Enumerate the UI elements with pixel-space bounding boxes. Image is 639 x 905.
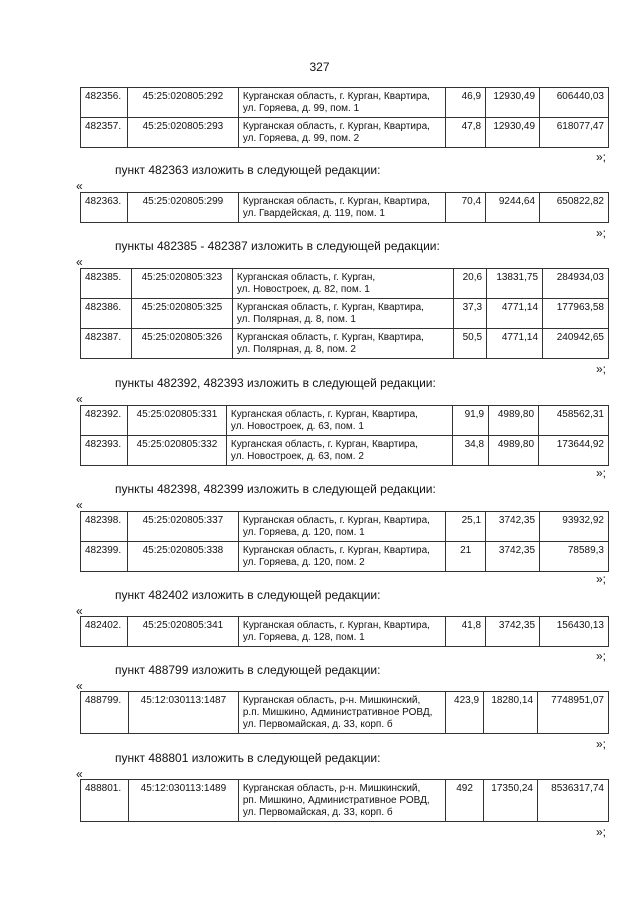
cadastral-number: 45:25:020805:323 [131,269,232,299]
item-number: 482399. [81,542,128,572]
cadastral-number: 45:25:020805:326 [131,329,232,359]
value: 458562,31 [539,406,609,436]
cadastral-number: 45:25:020805:337 [127,512,238,542]
value: 156430,13 [540,617,609,647]
cadastral-number: 45:25:020805:341 [127,617,238,647]
address-line: ул. Горяева, д. 120, пом. 2 [242,557,365,568]
item-number: 482363. [81,193,128,223]
item-number: 488799. [81,692,129,734]
registry-table [80,616,609,647]
rate: 13831,75 [487,269,543,299]
address-line: Курганская область, г. Курган, Квартира, [242,91,430,102]
address-line: ул. Новостроек, д. 82, пом. 1 [236,284,370,295]
address-line: ул. Новостроек, д. 63, пом. 2 [230,451,364,462]
area: 21 [446,542,486,572]
value: 177963,58 [543,299,609,329]
address-line: ул. Горяева, д. 99, пом. 2 [242,133,360,144]
address [238,118,445,148]
rate: 3742,35 [486,542,540,572]
value: 618077,47 [540,118,609,148]
opening-quote: « [76,179,83,193]
address-line: Курганская область, г. Курган, Квартира, [242,121,430,132]
rate: 9244,64 [486,193,540,223]
address-line: Курганская область, г. Курган, Квартира, [236,332,424,343]
rate: 3742,35 [486,512,540,542]
area: 20,6 [454,269,487,299]
address-line: ул. Первомайская, д. 33, корп. б [242,807,393,818]
registry-table [80,268,609,359]
closing-quote: »; [596,649,607,663]
item-number: 488801. [81,780,129,822]
amendment-instruction: пункт 488801 изложить в следующей редакции: [115,751,381,765]
item-number: 482386. [81,299,132,329]
table-row [81,193,609,223]
item-number: 482385. [81,269,132,299]
rate: 17350,24 [484,780,538,822]
cadastral-number: 45:25:020805:325 [131,299,232,329]
rate: 12930,49 [486,118,540,148]
table-row [81,269,609,299]
address-line: ул. Новостроек, д. 63, пом. 1 [230,421,364,432]
closing-quote: »; [596,362,607,376]
address [232,329,453,359]
area: 70,4 [446,193,486,223]
address [238,512,445,542]
area: 34,8 [453,436,489,466]
address-line: рп. Мишкино, Административное РОВД, [242,795,430,806]
table-row [81,299,609,329]
closing-quote: »; [596,226,607,240]
address-line: ул. Горяева, д. 99, пом. 1 [242,103,360,114]
table-row [81,512,609,542]
opening-quote: « [76,679,83,693]
closing-quote: »; [596,737,607,751]
cadastral-number: 45:25:020805:292 [127,88,238,118]
address-line: Курганская область, г. Курган, Квартира, [242,545,430,556]
address [238,88,445,118]
table-row [81,406,609,436]
amendment-instruction: пункт 482402 изложить в следующей редакции: [115,588,381,602]
table-row [81,436,609,466]
address [238,542,445,572]
rate: 4989,80 [489,436,539,466]
rate: 4989,80 [489,406,539,436]
cadastral-number: 45:12:030113:1487 [128,692,238,734]
address [226,436,452,466]
address-line: Курганская область, г. Курган, Квартира, [242,515,430,526]
cadastral-number: 45:12:030113:1489 [128,780,238,822]
amendment-instruction: пункты 482385 - 482387 изложить в следующей редакции: [115,239,440,253]
item-number: 482356. [81,88,128,118]
address-line: ул. Полярная, д. 8, пом. 1 [236,314,356,325]
registry-table [80,779,609,822]
area: 37,3 [454,299,487,329]
address-line: ул. Полярная, д. 8, пом. 2 [236,344,356,355]
table-row [81,617,609,647]
cadastral-number: 45:25:020805:338 [127,542,238,572]
address [232,299,453,329]
address-line: ул. Горяева, д. 120, пом. 1 [242,527,365,538]
cadastral-number: 45:25:020805:332 [127,436,226,466]
registry-table [80,405,609,466]
area: 91,9 [453,406,489,436]
cadastral-number: 45:25:020805:331 [127,406,226,436]
amendment-instruction: пункты 482392, 482393 изложить в следующей редакции: [115,376,436,390]
table-row [81,692,609,734]
closing-quote: »; [596,150,607,164]
address [226,406,452,436]
cadastral-number: 45:25:020805:293 [127,118,238,148]
address-line: Курганская область, р-н. Мишкинский, [242,783,421,794]
address-line: Курганская область, г. Курган, Квартира, [236,302,424,313]
amendment-instruction: пункт 482363 изложить в следующей редакции: [115,163,381,177]
registry-table [80,192,609,223]
area: 423,9 [446,692,484,734]
address-line: ул. Гвардейская, д. 119, пом. 1 [242,208,385,219]
page-number: 327 [309,60,330,74]
address-line: ул. Первомайская, д. 33, корп. б [242,719,393,730]
address-line: Курганская область, г. Курган, [236,272,376,283]
closing-quote: »; [596,825,607,839]
address-line: Курганская область, г. Курган, Квартира, [242,620,430,631]
registry-table [80,511,609,572]
address-line: Курганская область, г. Курган, Квартира, [242,196,430,207]
opening-quote: « [76,498,83,512]
address-line: Курганская область, г. Курган, Квартира, [230,439,418,450]
rate: 4771,14 [487,299,543,329]
address [238,193,445,223]
value: 78589,3 [540,542,609,572]
item-number: 482393. [81,436,128,466]
area: 25,1 [446,512,486,542]
value: 173644,92 [539,436,609,466]
item-number: 482398. [81,512,128,542]
amendment-instruction: пункт 488799 изложить в следующей редакции: [115,663,381,677]
address [238,692,445,734]
value: 240942,65 [543,329,609,359]
value: 606440,03 [540,88,609,118]
table-row [81,118,609,148]
item-number: 482402. [81,617,128,647]
table-row [81,329,609,359]
value: 7748951,07 [538,692,609,734]
rate: 12930,49 [486,88,540,118]
address-line: ул. Горяева, д. 128, пом. 1 [242,632,365,643]
address-line: Курганская область, р-н. Мишкинский, [242,695,421,706]
opening-quote: « [76,255,83,269]
opening-quote: « [76,392,83,406]
registry-table [80,87,609,148]
address [232,269,453,299]
address-line: Курганская область, г. Курган, Квартира, [230,409,418,420]
value: 8536317,74 [538,780,609,822]
area: 46,9 [446,88,486,118]
item-number: 482357. [81,118,128,148]
area: 492 [446,780,484,822]
closing-quote: »; [596,572,607,586]
item-number: 482387. [81,329,132,359]
amendment-instruction: пункты 482398, 482399 изложить в следующей редакции: [115,482,436,496]
opening-quote: « [76,604,83,618]
address-line: р.п. Мишкино, Административное РОВД, [242,707,433,718]
rate: 3742,35 [486,617,540,647]
address [238,780,445,822]
table-row [81,780,609,822]
table-row [81,542,609,572]
area: 47,8 [446,118,486,148]
cadastral-number: 45:25:020805:299 [127,193,238,223]
area: 41,8 [446,617,486,647]
item-number: 482392. [81,406,128,436]
rate: 4771,14 [487,329,543,359]
opening-quote: « [76,767,83,781]
table-row [81,88,609,118]
registry-table [80,691,609,734]
closing-quote: »; [596,466,607,480]
value: 284934,03 [543,269,609,299]
area: 50,5 [454,329,487,359]
value: 93932,92 [540,512,609,542]
rate: 18280,14 [484,692,538,734]
value: 650822,82 [540,193,609,223]
address [238,617,445,647]
